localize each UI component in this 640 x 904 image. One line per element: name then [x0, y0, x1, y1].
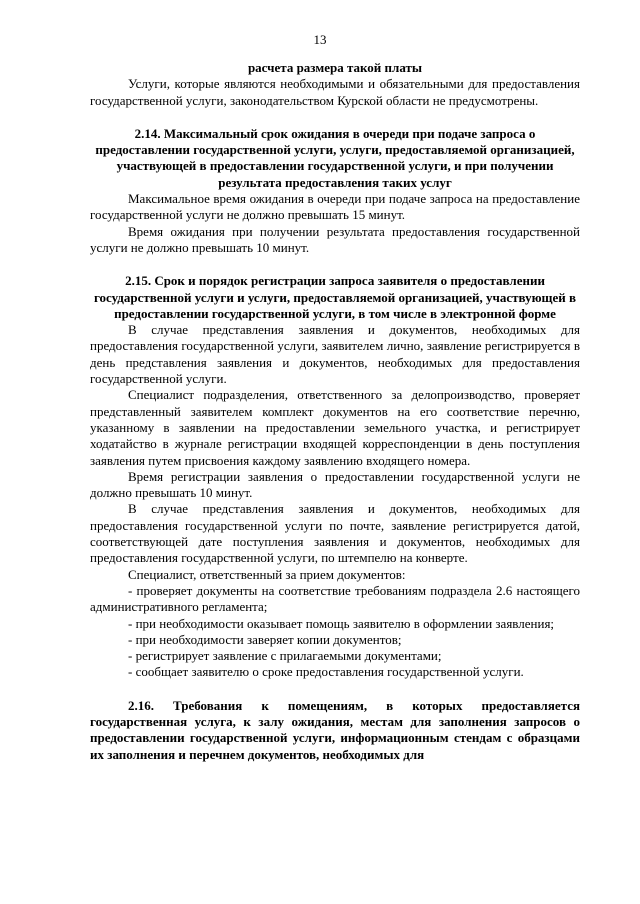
paragraph: Время ожидания при получении результата предоставления государственной услуги не должно превышать 10 минут. [90, 223, 580, 255]
list-item: - сообщает заявителю о сроке предоставления государственной услуги. [128, 664, 524, 680]
section-heading-continuation: расчета размера такой платы [247, 60, 423, 75]
paragraph: Время регистрации заявления о предоставлении государственной услуги не должно превышать 10 минут. [90, 468, 580, 501]
paragraph: Специалист подразделения, ответственного за делопроизводство, проверяет представленный заявителем комплект документов на его соответствие перечню, указанному в заявлении на предоставлении земельного участка, и регистрирует ходатайство в журнале регистрации входящей корреспонденции в день поступления заявления путем присвоения каждому заявлению входящего номера. [90, 387, 580, 468]
spacer [90, 109, 580, 126]
list-item: - при необходимости оказывает помощь заявителю в оформлении заявления; [128, 615, 555, 631]
page-number: 13 [313, 32, 327, 47]
spacer [90, 681, 580, 698]
paragraph: Специалист, ответственный за прием документов: [128, 566, 406, 582]
list-item: - регистрирует заявление с прилагаемыми документами; [128, 648, 442, 664]
paragraph: Максимальное время ожидания в очереди при подаче запроса на предоставление государственной услуги не должно превышать 15 минут. [90, 191, 580, 223]
list-item: - при необходимости заверяет копии документов; [128, 631, 402, 647]
document-body [90, 60, 580, 763]
paragraph: Услуги, которые являются необходимыми и обязательными для предоставления государственной услуги, законодательством Курской области не предусмотрены. [90, 76, 580, 108]
paragraph: В случае представления заявления и документов, необходимых для предоставления государственной услуги по почте, заявление регистрируется датой, соответствующей дате поступления заявления и документов, необходимых для предоставления государственной услуги, по штемпелю на конверте. [90, 501, 580, 566]
section-heading-2-15: 2.15. Срок и порядок регистрации запроса заявителя о предоставлении государственной услуги и услуги, предоставляемой организацией, участвующей в предоставлении государственной услуги, в том числе в электронной форме [93, 273, 577, 321]
spacer [90, 256, 580, 273]
paragraph: В случае представления заявления и документов, необходимых для предоставления государственной услуги, заявителем лично, заявление регистрируется в день представления заявления и документов, необходимых для предоставления государственной услуги. [90, 322, 580, 387]
list-item: - проверяет документы на соответствие требованиям подраздела 2.6 настоящего административного регламента; [90, 582, 580, 615]
section-heading-2-14: 2.14. Максимальный срок ожидания в очереди при подаче запроса о предоставлении государственной услуги, услуги, предоставляемой организацией, участвующей в предоставлении государственной услуги, и при получении результата предоставления таких услуг [95, 125, 575, 190]
section-heading-2-16: 2.16. Требования к помещениям, в которых предоставляется государственная услуга, к залу ожидания, местам для заполнения запросов о предоставлении государственной услуги, информационным стендам с образцами их заполнения и перечнем документов, необходимых для [90, 697, 580, 762]
